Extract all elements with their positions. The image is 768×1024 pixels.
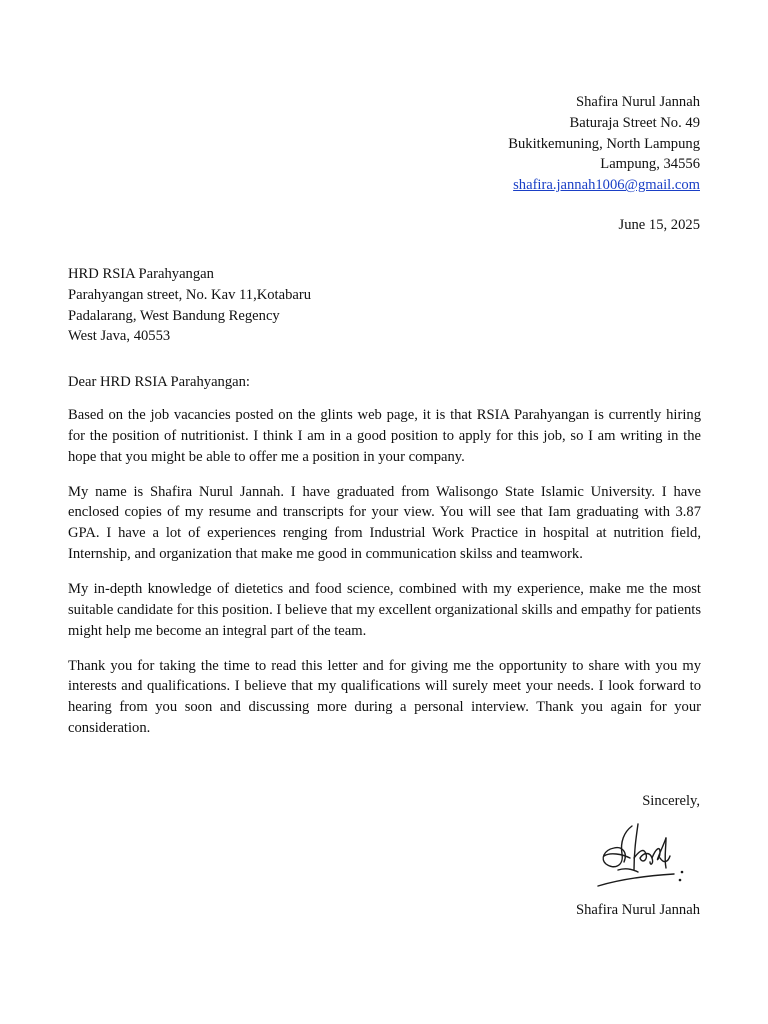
body-paragraph-2: My name is Shafira Nurul Jannah. I have graduated from Walisongo State Islamic University. I have enclosed copies of my resume and transcripts for your view. You will see that Iam graduating with 3.87 GPA. I have a lot of experiences renging from Industrial Work Practice in hospital at nutrition field, Internship, and organization that make me good in communication skilss and teamwork. [68, 483, 701, 562]
signer-name: Shafira Nurul Jannah [575, 902, 700, 918]
recipient-line-2: Parahyangan street, No. Kav 11,Kotabaru [68, 286, 312, 303]
recipient-address-block [68, 264, 311, 347]
closing: Sincerely, [642, 793, 700, 809]
body-paragraph-3: My in-depth knowledge of dietetics and food science, combined with my experience, make me the most suitable candidate for this position. I believe that my excellent organizational skills and empathy for patients might help me become an integral part of the team. [68, 580, 701, 639]
recipient-line-3: Padalarang, West Bandung Regency [68, 307, 280, 324]
recipient-line-4: West Java, 40553 [68, 328, 171, 345]
sender-name: Shafira Nurul Jannah [575, 94, 700, 110]
letter-body [68, 405, 701, 753]
letter-date: June 15, 2025 [618, 217, 700, 233]
recipient-line-1: HRD RSIA Parahyangan [68, 266, 214, 282]
sender-street: Baturaja Street No. 49 [569, 114, 700, 131]
body-paragraph-4: Thank you for taking the time to read this letter and for giving me the opportunity to share with you my interests and qualifications. I believe that my qualifications will surely meet your needs. I look forward to hearing from you soon and discussing more during a personal interview. Thank you again for your consideration. [68, 657, 701, 736]
salutation: Dear HRD RSIA Parahyangan: [68, 374, 250, 390]
sender-address-block [508, 92, 700, 196]
handwritten-signature [594, 818, 694, 896]
sender-email-link[interactable]: shafira.jannah1006@gmail.com [513, 177, 700, 194]
body-paragraph-1: Based on the job vacancies posted on the glints web page, it is that RSIA Parahyangan is currently hiring for the position of nutritionist. I think I am in a good position to apply for this job, so I am writing in the hope that you might be able to offer me a position in your company. [68, 407, 701, 465]
sender-region: Lampung, 34556 [600, 156, 700, 173]
sender-district: Bukitkemuning, North Lampung [508, 135, 700, 152]
